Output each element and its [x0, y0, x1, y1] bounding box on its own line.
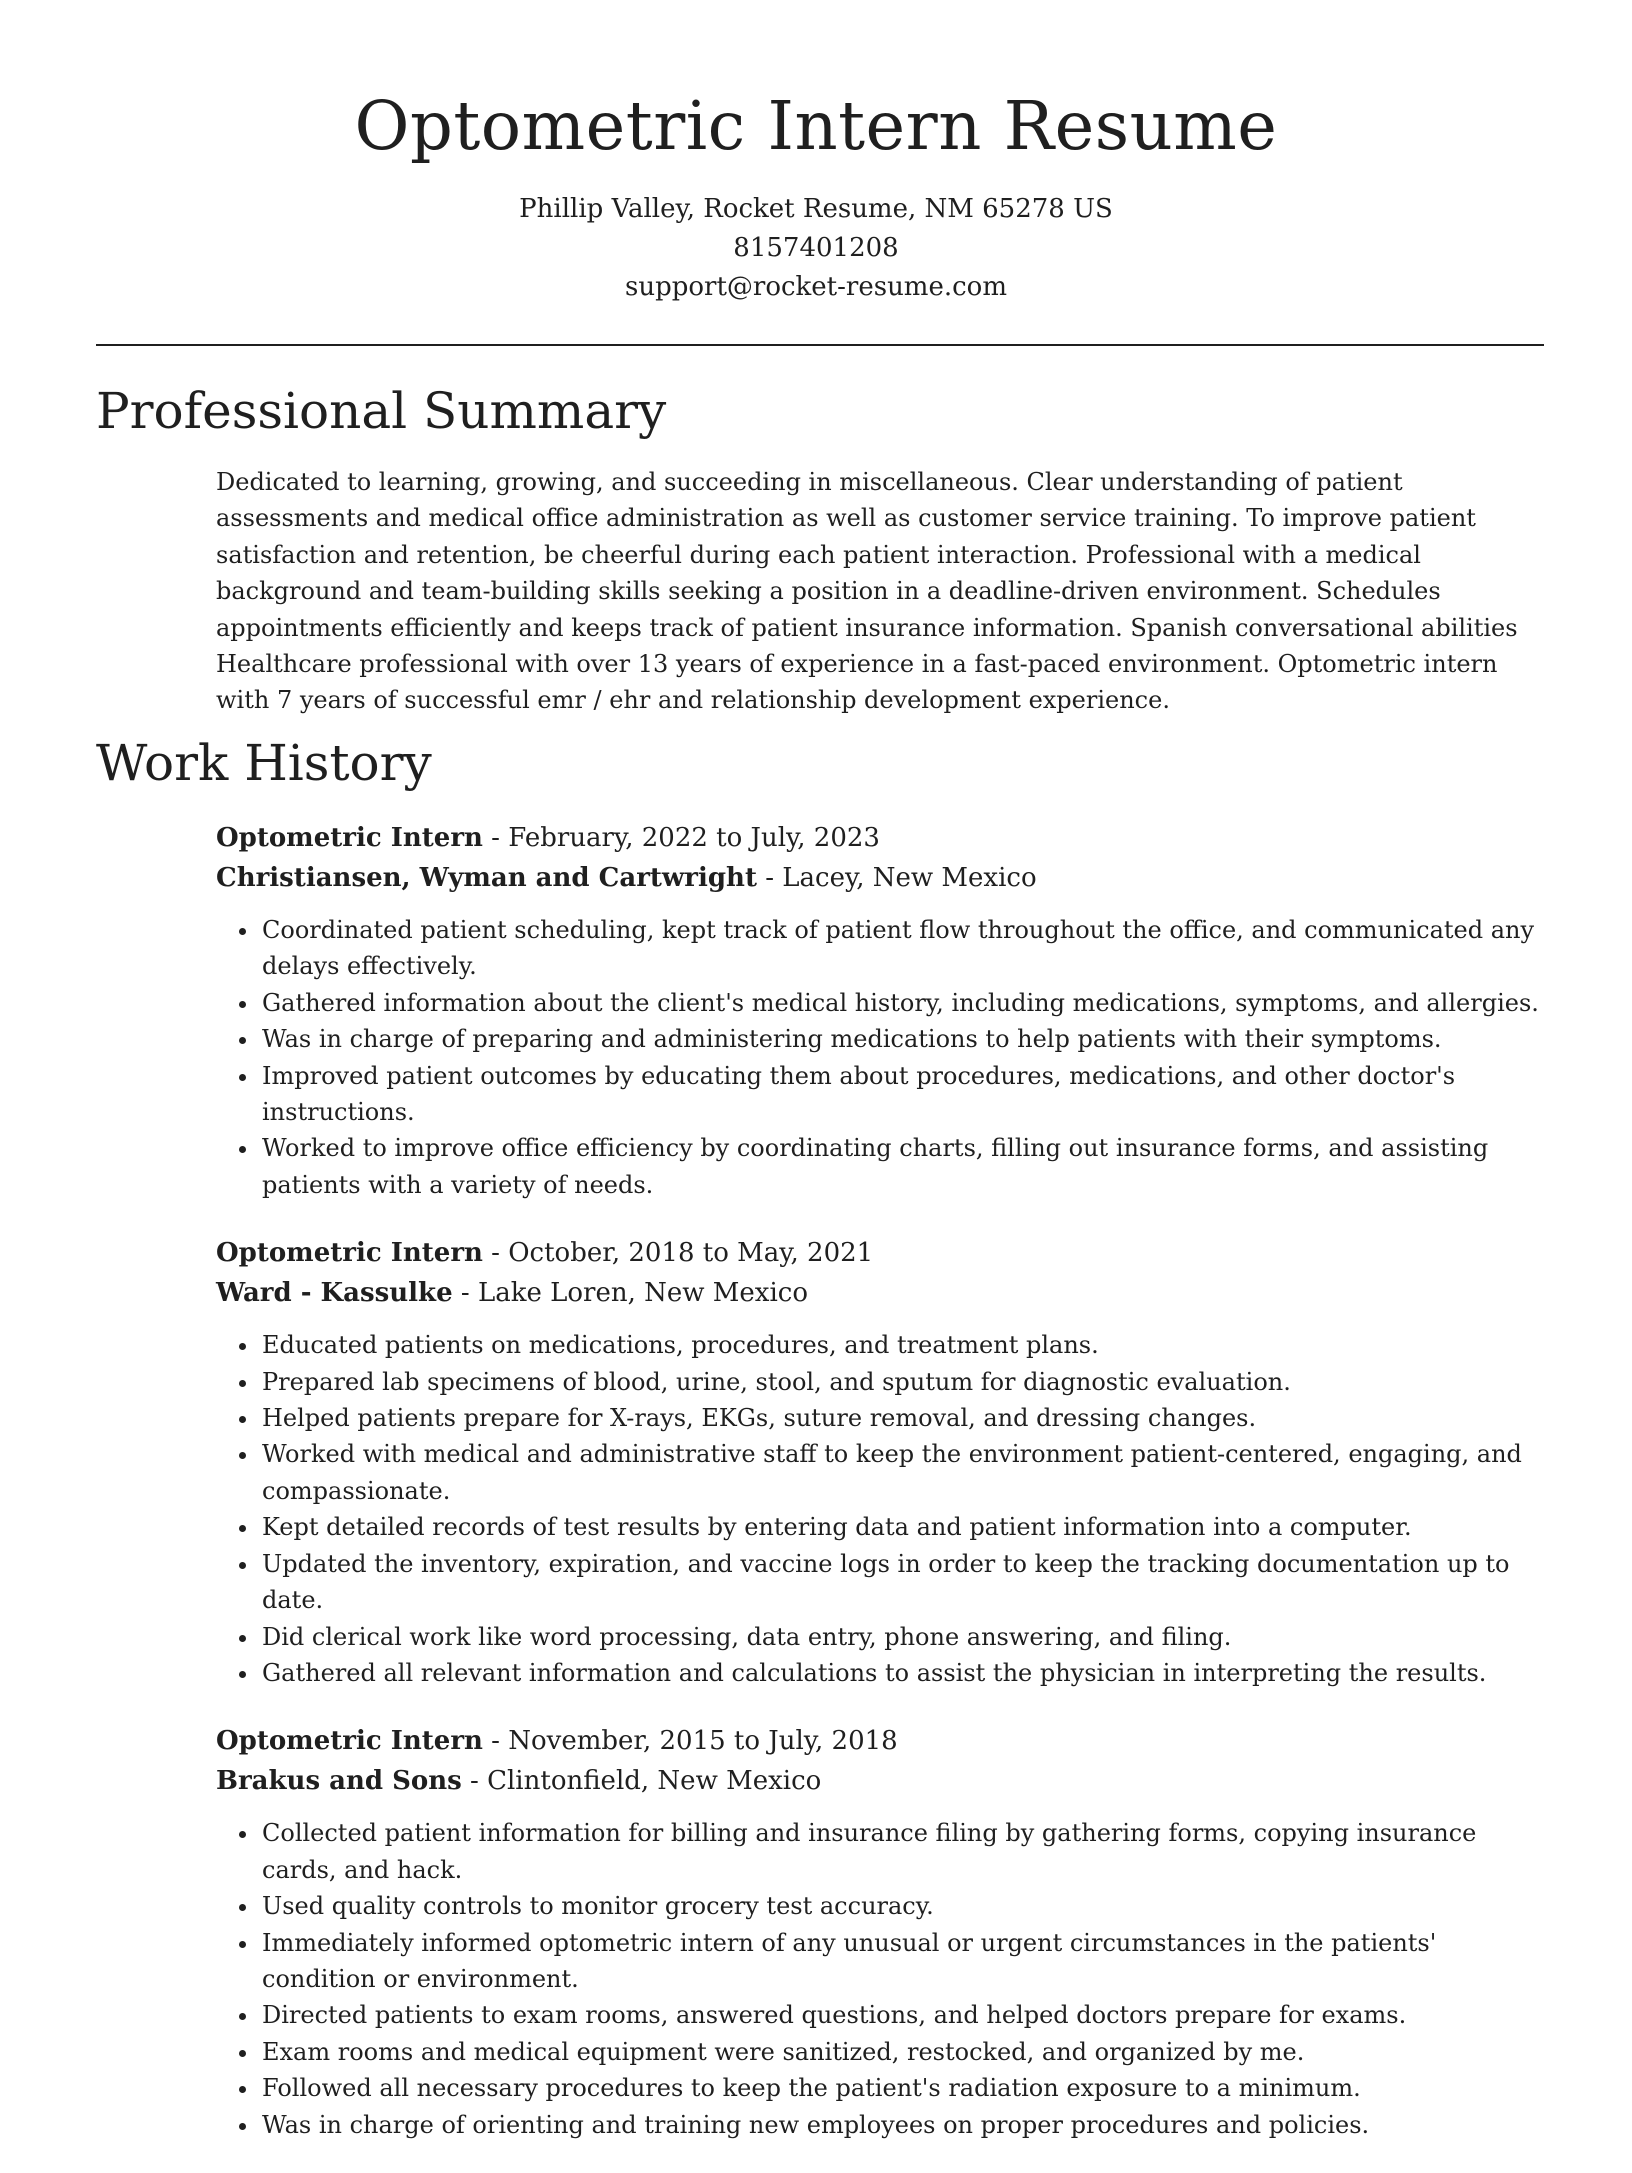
- job-bullet: • Coordinated patient scheduling, kept track of patient flow throughout the office, and communicated any delays effectively.: [260, 912, 1546, 985]
- job-title-line: [216, 1233, 1546, 1273]
- job-bullet: • Did clerical work like word processing, data entry, phone answering, and filing.: [260, 1619, 1546, 1655]
- job-location: - Lacey, New Mexico: [756, 863, 1037, 893]
- job-company: Brakus and Sons: [216, 1766, 462, 1797]
- job-entry: [216, 818, 1546, 1203]
- job-title: Optometric Intern: [216, 1726, 483, 1757]
- job-bullet: • Kept detailed records of test results by entering data and patient information into a computer.: [260, 1509, 1546, 1545]
- job-dates: - October, 2018 to May, 2021: [482, 1238, 874, 1269]
- job-bullets: [216, 1815, 1546, 2143]
- job-title-line: [216, 1721, 1546, 1761]
- job-bullet: • Worked to improve office efficiency by coordinating charts, filling out insurance forms, and assisting patients with a variety of needs.: [260, 1130, 1546, 1203]
- job-dates: - February, 2022 to July, 2023: [482, 823, 880, 853]
- job-entry: [216, 1233, 1546, 1691]
- resume-header: [0, 0, 1632, 307]
- job-bullet: • Directed patients to exam rooms, answered questions, and helped doctors prepare for exams.: [260, 1997, 1546, 2033]
- job-title: Optometric Intern: [216, 823, 483, 853]
- summary-heading: Professional Summary: [96, 382, 667, 440]
- job-dates: - November, 2015 to July, 2018: [482, 1726, 898, 1757]
- job-bullets: [216, 1327, 1546, 1691]
- job-bullet: • Collected patient information for billing and insurance filing by gathering forms, copying insurance cards, and hack.: [260, 1815, 1546, 1888]
- work-history-list: [216, 818, 1546, 2173]
- job-bullet: • Followed all necessary procedures to keep the patient's radiation exposure to a minimum.: [260, 2070, 1546, 2106]
- work-history-heading: Work History: [96, 734, 432, 792]
- job-bullet: • Immediately informed optometric intern of any unusual or urgent circumstances in the patients' condition or environment.: [260, 1925, 1546, 1998]
- job-company: Christiansen, Wyman and Cartwright: [216, 863, 757, 893]
- job-company: Ward - Kassulke: [216, 1278, 453, 1309]
- header-divider: [96, 344, 1544, 346]
- job-company-line: [216, 1761, 1546, 1801]
- job-bullet: • Was in charge of orienting and training new employees on proper procedures and policies.: [260, 2107, 1546, 2143]
- job-bullet: • Educated patients on medications, procedures, and treatment plans.: [260, 1327, 1546, 1363]
- resume-title: Optometric Intern Resume: [354, 87, 1278, 165]
- job-bullet: • Worked with medical and administrative staff to keep the environment patient-centered, engaging, and compassionate.: [260, 1436, 1546, 1509]
- contact-phone: 8157401208: [733, 233, 899, 263]
- job-company-line: [216, 1273, 1546, 1313]
- job-bullet: • Updated the inventory, expiration, and vaccine logs in order to keep the tracking documentation up to date.: [260, 1546, 1546, 1619]
- job-bullet: • Improved patient outcomes by educating them about procedures, medications, and other doctor's instructions.: [260, 1058, 1546, 1131]
- contact-address: Phillip Valley, Rocket Resume, NM 65278 US: [519, 194, 1113, 224]
- job-bullet: • Gathered all relevant information and calculations to assist the physician in interpreting the results.: [260, 1655, 1546, 1691]
- job-bullet: • Helped patients prepare for X-rays, EKGs, suture removal, and dressing changes.: [260, 1400, 1546, 1436]
- job-bullet: • Was in charge of preparing and administering medications to help patients with their symptoms.: [260, 1021, 1546, 1057]
- job-bullet: • Gathered information about the client's medical history, including medications, symptoms, and allergies.: [260, 985, 1546, 1021]
- job-entry: [216, 1721, 1546, 2143]
- contact-block: [0, 190, 1632, 307]
- job-title-line: [216, 818, 1546, 858]
- job-company-line: [216, 858, 1546, 898]
- job-bullets: [216, 912, 1546, 1203]
- summary-text: Dedicated to learning, growing, and succeeding in miscellaneous. Clear understanding of patient assessments and medical office administration as well as customer service training. To improve patient satisfaction and retention, be cheerful during each patient interaction. Professional with a medical background and team-building skills seeking a position in a deadline-driven environment. Schedules appointments efficiently and keeps track of patient insurance information. Spanish conversational abilities Healthcare professional with over 13 years of experience in a fast-paced environment. Optometric intern with 7 years of successful emr / ehr and relationship development experience.: [216, 468, 1518, 715]
- job-bullet: • Used quality controls to monitor grocery test accuracy.: [260, 1888, 1546, 1924]
- job-location: - Clintonfield, New Mexico: [461, 1766, 822, 1797]
- job-title: Optometric Intern: [216, 1238, 483, 1269]
- job-bullet: • Exam rooms and medical equipment were sanitized, restocked, and organized by me.: [260, 2034, 1546, 2070]
- job-location: - Lake Loren, New Mexico: [452, 1278, 808, 1309]
- contact-email: support@rocket-resume.com: [624, 272, 1007, 302]
- job-bullet: • Prepared lab specimens of blood, urine, stool, and sputum for diagnostic evaluation.: [260, 1364, 1546, 1400]
